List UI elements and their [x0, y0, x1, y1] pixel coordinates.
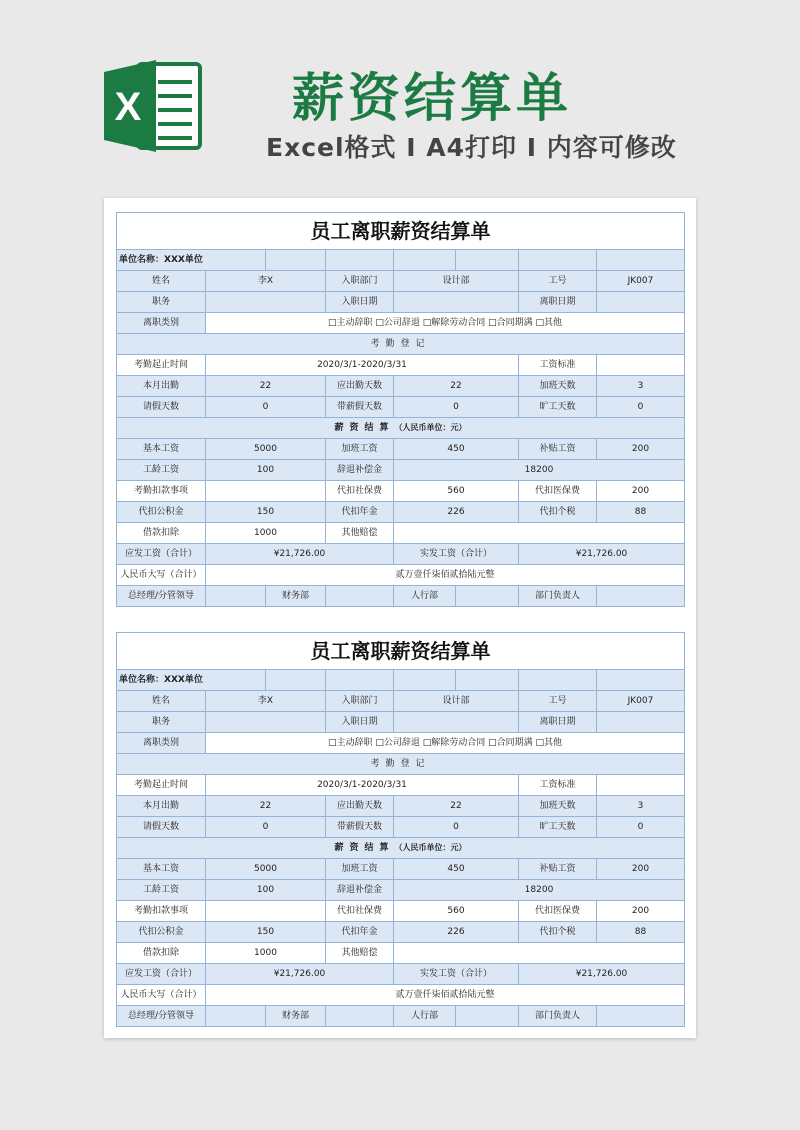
id-value[interactable]: JK007 [597, 271, 685, 292]
hr-label: 人行部 [394, 1006, 456, 1027]
absent-value[interactable]: 0 [597, 397, 685, 418]
finance-sign[interactable] [326, 1006, 394, 1027]
hire-date-label: 入职日期 [326, 292, 394, 313]
severance-value[interactable]: 18200 [394, 880, 685, 901]
finance-label: 财务部 [266, 1006, 326, 1027]
name-label: 姓名 [117, 691, 206, 712]
seniority-label: 工龄工资 [117, 880, 206, 901]
attendance-deduct-label: 考勤扣款事项 [117, 481, 206, 502]
fund-value[interactable]: 150 [206, 502, 326, 523]
period-value[interactable]: 2020/3/1-2020/3/31 [206, 775, 519, 796]
dept-label: 入职部门 [326, 691, 394, 712]
due-days-label: 应出勤天数 [326, 376, 394, 397]
finance-label: 财务部 [266, 586, 326, 607]
base-label: 基本工资 [117, 439, 206, 460]
net-label: 实发工资（合计） [394, 544, 519, 565]
name-label: 姓名 [117, 271, 206, 292]
loan-value[interactable]: 1000 [206, 943, 326, 964]
severance-value[interactable]: 18200 [394, 460, 685, 481]
logo-letter: X [114, 85, 142, 129]
actual-days-value[interactable]: 22 [206, 796, 326, 817]
dept-head-label: 部门负责人 [519, 1006, 597, 1027]
due-days-label: 应出勤天数 [326, 796, 394, 817]
net-value[interactable]: ¥21,726.00 [519, 544, 685, 565]
hr-sign[interactable] [456, 586, 519, 607]
net-label: 实发工资（合计） [394, 964, 519, 985]
attendance-deduct-value[interactable] [206, 901, 326, 922]
dept-value[interactable]: 设计部 [394, 691, 519, 712]
due-days-value[interactable]: 22 [394, 376, 519, 397]
salary-section-title: 薪资结算 [334, 843, 395, 853]
paid-leave-value[interactable]: 0 [394, 397, 519, 418]
form-title: 员工离职薪资结算单 [117, 633, 685, 670]
manager-label: 总经理/分管领导 [117, 586, 206, 607]
overtime-pay-value[interactable]: 450 [394, 439, 519, 460]
annuity-value[interactable]: 226 [394, 922, 519, 943]
id-label: 工号 [519, 271, 597, 292]
base-value[interactable]: 5000 [206, 439, 326, 460]
medical-value[interactable]: 200 [597, 901, 685, 922]
other-label: 其他赔偿 [326, 943, 394, 964]
period-label: 考勤起止时间 [117, 355, 206, 376]
hire-date-value[interactable] [394, 292, 519, 313]
gross-value[interactable]: ¥21,726.00 [206, 544, 394, 565]
social-value[interactable]: 560 [394, 481, 519, 502]
dept-value[interactable]: 设计部 [394, 271, 519, 292]
attendance-section: 考勤登记 [117, 754, 685, 775]
actual-days-label: 本月出勤 [117, 376, 206, 397]
annuity-label: 代扣年金 [326, 922, 394, 943]
tax-label: 代扣个税 [519, 922, 597, 943]
medical-label: 代扣医保费 [519, 481, 597, 502]
loan-label: 借款扣除 [117, 523, 206, 544]
leave-days-label: 请假天数 [117, 817, 206, 838]
fund-label: 代扣公积金 [117, 922, 206, 943]
dept-head-sign[interactable] [597, 1006, 685, 1027]
seniority-value[interactable]: 100 [206, 880, 326, 901]
other-value[interactable] [394, 943, 685, 964]
leave-days-value[interactable]: 0 [206, 817, 326, 838]
social-value[interactable]: 560 [394, 901, 519, 922]
leave-days-label: 请假天数 [117, 397, 206, 418]
hr-label: 人行部 [394, 586, 456, 607]
hire-date-value[interactable] [394, 712, 519, 733]
manager-label: 总经理/分管领导 [117, 1006, 206, 1027]
leave-date-label: 离职日期 [519, 712, 597, 733]
salary-section-title: 薪资结算 [334, 423, 395, 433]
salary-section [117, 418, 685, 439]
overtime-days-value[interactable]: 3 [597, 376, 685, 397]
leave-type-label: 离职类别 [117, 313, 206, 334]
gross-value[interactable]: ¥21,726.00 [206, 964, 394, 985]
overtime-days-label: 加班天数 [519, 796, 597, 817]
seniority-label: 工龄工资 [117, 460, 206, 481]
leave-type-label: 离职类别 [117, 733, 206, 754]
overtime-pay-label: 加班工资 [326, 859, 394, 880]
hr-sign[interactable] [456, 1006, 519, 1027]
attendance-deduct-label: 考勤扣款事项 [117, 901, 206, 922]
name-value[interactable]: 李X [206, 271, 326, 292]
fund-label: 代扣公积金 [117, 502, 206, 523]
paid-leave-value[interactable]: 0 [394, 817, 519, 838]
unit-name: 单位名称：XXX单位 [117, 250, 266, 271]
leave-date-value[interactable] [597, 712, 685, 733]
base-label: 基本工资 [117, 859, 206, 880]
form-title: 员工离职薪资结算单 [117, 213, 685, 250]
standard-label: 工资标准 [519, 775, 597, 796]
leave-type-options[interactable]: □主动辞职 □公司辞退 □解除劳动合同 □合同期满 □其他 [206, 733, 685, 754]
allowance-label: 补贴工资 [519, 439, 597, 460]
salary-section [117, 838, 685, 859]
position-value[interactable] [206, 712, 326, 733]
overtime-days-value[interactable]: 3 [597, 796, 685, 817]
settlement-form-copy [116, 632, 685, 1027]
allowance-value[interactable]: 200 [597, 439, 685, 460]
standard-value[interactable] [597, 775, 685, 796]
allowance-label: 补贴工资 [519, 859, 597, 880]
leave-date-value[interactable] [597, 292, 685, 313]
tax-label: 代扣个税 [519, 502, 597, 523]
medical-label: 代扣医保费 [519, 901, 597, 922]
name-value[interactable]: 李X [206, 691, 326, 712]
excel-logo-icon [104, 60, 204, 152]
position-value[interactable] [206, 292, 326, 313]
position-label: 职务 [117, 292, 206, 313]
period-value[interactable]: 2020/3/1-2020/3/31 [206, 355, 519, 376]
paid-leave-label: 带薪假天数 [326, 397, 394, 418]
allowance-value[interactable]: 200 [597, 859, 685, 880]
seniority-value[interactable]: 100 [206, 460, 326, 481]
actual-days-value[interactable]: 22 [206, 376, 326, 397]
period-label: 考勤起止时间 [117, 775, 206, 796]
fund-value[interactable]: 150 [206, 922, 326, 943]
loan-value[interactable]: 1000 [206, 523, 326, 544]
other-value[interactable] [394, 523, 685, 544]
standard-label: 工资标准 [519, 355, 597, 376]
dept-head-label: 部门负责人 [519, 586, 597, 607]
overtime-days-label: 加班天数 [519, 376, 597, 397]
leave-days-value[interactable]: 0 [206, 397, 326, 418]
gross-label: 应发工资（合计） [117, 544, 206, 565]
leave-type-options[interactable]: □主动辞职 □公司辞退 □解除劳动合同 □合同期满 □其他 [206, 313, 685, 334]
leave-date-label: 离职日期 [519, 292, 597, 313]
salary-unit: （人民币单位：元） [394, 423, 467, 432]
rmb-label: 人民币大写（合计） [117, 565, 206, 586]
loan-label: 借款扣除 [117, 943, 206, 964]
manager-sign[interactable] [206, 1006, 266, 1027]
salary-unit: （人民币单位：元） [394, 843, 467, 852]
standard-value[interactable] [597, 355, 685, 376]
social-label: 代扣社保费 [326, 901, 394, 922]
settlement-form [116, 212, 685, 607]
annuity-label: 代扣年金 [326, 502, 394, 523]
actual-days-label: 本月出勤 [117, 796, 206, 817]
severance-label: 辞退补偿金 [326, 880, 394, 901]
dept-label: 入职部门 [326, 271, 394, 292]
attendance-deduct-value[interactable] [206, 481, 326, 502]
overtime-pay-value[interactable]: 450 [394, 859, 519, 880]
overtime-pay-label: 加班工资 [326, 439, 394, 460]
annuity-value[interactable]: 226 [394, 502, 519, 523]
absent-value[interactable]: 0 [597, 817, 685, 838]
tax-value[interactable]: 88 [597, 922, 685, 943]
social-label: 代扣社保费 [326, 481, 394, 502]
id-value[interactable]: JK007 [597, 691, 685, 712]
document-sheet [104, 198, 696, 1038]
gross-label: 应发工资（合计） [117, 964, 206, 985]
absent-label: 旷工天数 [519, 397, 597, 418]
header [0, 0, 800, 190]
base-value[interactable]: 5000 [206, 859, 326, 880]
paid-leave-label: 带薪假天数 [326, 817, 394, 838]
sub-title: Excel格式 I A4打印 I 内容可修改 [266, 133, 677, 162]
attendance-section: 考勤登记 [117, 334, 685, 355]
id-label: 工号 [519, 691, 597, 712]
rmb-label: 人民币大写（合计） [117, 985, 206, 1006]
position-label: 职务 [117, 712, 206, 733]
unit-name: 单位名称：XXX单位 [117, 670, 266, 691]
absent-label: 旷工天数 [519, 817, 597, 838]
medical-value[interactable]: 200 [597, 481, 685, 502]
due-days-value[interactable]: 22 [394, 796, 519, 817]
other-label: 其他赔偿 [326, 523, 394, 544]
manager-sign[interactable] [206, 586, 266, 607]
main-title: 薪资结算单 [292, 69, 573, 129]
rmb-value[interactable]: 贰万壹仟柒佰贰拾陆元整 [206, 565, 685, 586]
tax-value[interactable]: 88 [597, 502, 685, 523]
severance-label: 辞退补偿金 [326, 460, 394, 481]
hire-date-label: 入职日期 [326, 712, 394, 733]
finance-sign[interactable] [326, 586, 394, 607]
net-value[interactable]: ¥21,726.00 [519, 964, 685, 985]
rmb-value[interactable]: 贰万壹仟柒佰贰拾陆元整 [206, 985, 685, 1006]
dept-head-sign[interactable] [597, 586, 685, 607]
